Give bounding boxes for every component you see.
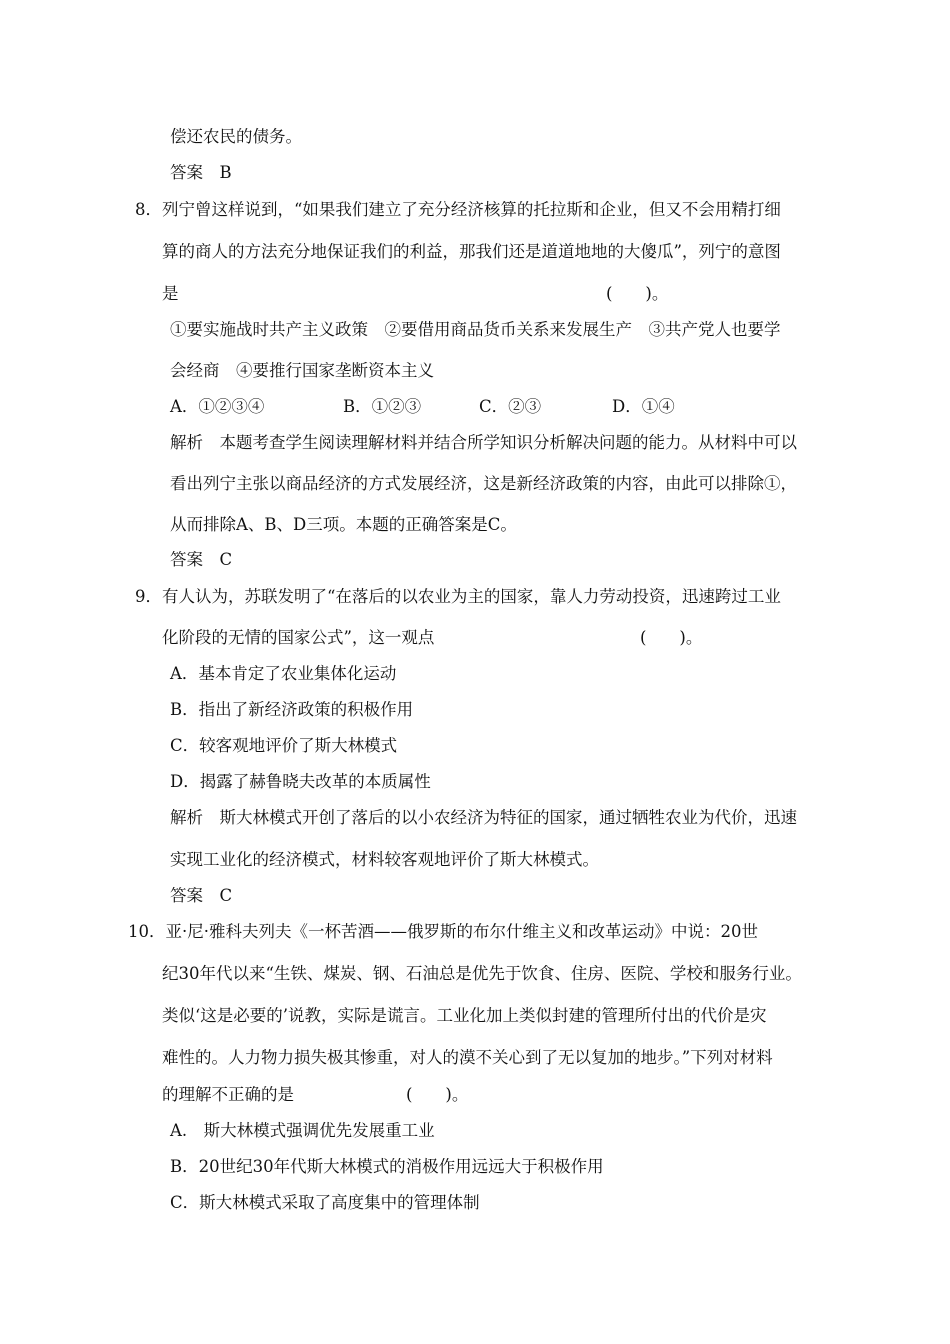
option-a: A．基本肯定了农业集体化运动: [170, 664, 397, 683]
option-c: C．较客观地评价了斯大林模式: [170, 736, 398, 755]
answer-line: 答案 B: [170, 163, 232, 182]
explanation-line: 看出列宁主张以商品经济的方式发展经济，这是新经济政策的内容，由此可以排除①，: [170, 474, 797, 493]
question-9-line: 化阶段的无情的国家公式”，这一观点: [162, 628, 435, 647]
option-d: D．揭露了赫鲁晓夫改革的本质属性: [170, 772, 431, 791]
option-d: D．①④: [612, 397, 675, 416]
question-10-line: 的理解不正确的是: [162, 1085, 294, 1104]
option-b: B．指出了新经济政策的积极作用: [170, 700, 414, 719]
option-a: A. 斯大林模式强调优先发展重工业: [170, 1121, 435, 1140]
question-8-line: 算的商人的方法充分地保证我们的利益，那我们还是道道地地的大傻瓜”，列宁的意图: [162, 242, 781, 261]
answer-line: 答案 C: [170, 550, 233, 569]
option-c: C．②③: [479, 397, 542, 416]
text-line: 偿还农民的债务。: [170, 127, 302, 146]
question-10-line: 纪30年代以来“生铁、煤炭、钢、石油总是优先于饮食、住房、医院、学校和服务行业。: [162, 964, 802, 983]
question-8-line: 是: [162, 284, 179, 303]
answer-line: 答案 C: [170, 886, 233, 905]
statement-line: ①要实施战时共产主义政策 ②要借用商品货币关系来发展生产 ③共产党人也要学: [170, 320, 781, 339]
question-8-line: 8．列宁曾这样说到，“如果我们建立了充分经济核算的托拉斯和企业，但又不会用精打细: [135, 200, 781, 219]
option-c: C．斯大林模式采取了高度集中的管理体制: [170, 1193, 480, 1212]
option-b: B．20世纪30年代斯大林模式的消极作用远远大于积极作用: [170, 1157, 604, 1176]
explanation-line: 解析 斯大林模式开创了落后的以小农经济为特征的国家，通过牺牲农业为代价，迅速: [170, 808, 797, 827]
question-9-line: 9．有人认为，苏联发明了“在落后的以农业为主的国家，靠人力劳动投资，迅速跨过工业: [135, 587, 781, 606]
question-10-line: 难性的。人力物力损失极其惨重，对人的漠不关心到了无以复加的地步。”下列对材料: [162, 1048, 773, 1067]
option-a: A．①②③④: [170, 397, 265, 416]
explanation-line: 实现工业化的经济模式，材料较客观地评价了斯大林模式。: [170, 850, 599, 869]
statement-line: 会经商 ④要推行国家垄断资本主义: [170, 361, 434, 380]
question-10-line: 类似‘这是必要的’说教，实际是谎言。工业化加上类似封建的管理所付出的代价是灾: [162, 1006, 767, 1025]
explanation-line: 从而排除A、B、D三项。本题的正确答案是C。: [170, 515, 517, 534]
answer-blank: ( )。: [640, 628, 703, 647]
answer-blank: ( )。: [406, 1085, 469, 1104]
option-b: B．①②③: [343, 397, 422, 416]
explanation-line: 解析 本题考查学生阅读理解材料并结合所学知识分析解决问题的能力。从材料中可以: [170, 433, 797, 452]
question-10-line: 10．亚·尼·雅科夫列夫《一杯苦酒——俄罗斯的布尔什维主义和改革运动》中说：20世: [128, 922, 758, 941]
answer-blank: ( )。: [606, 284, 669, 303]
